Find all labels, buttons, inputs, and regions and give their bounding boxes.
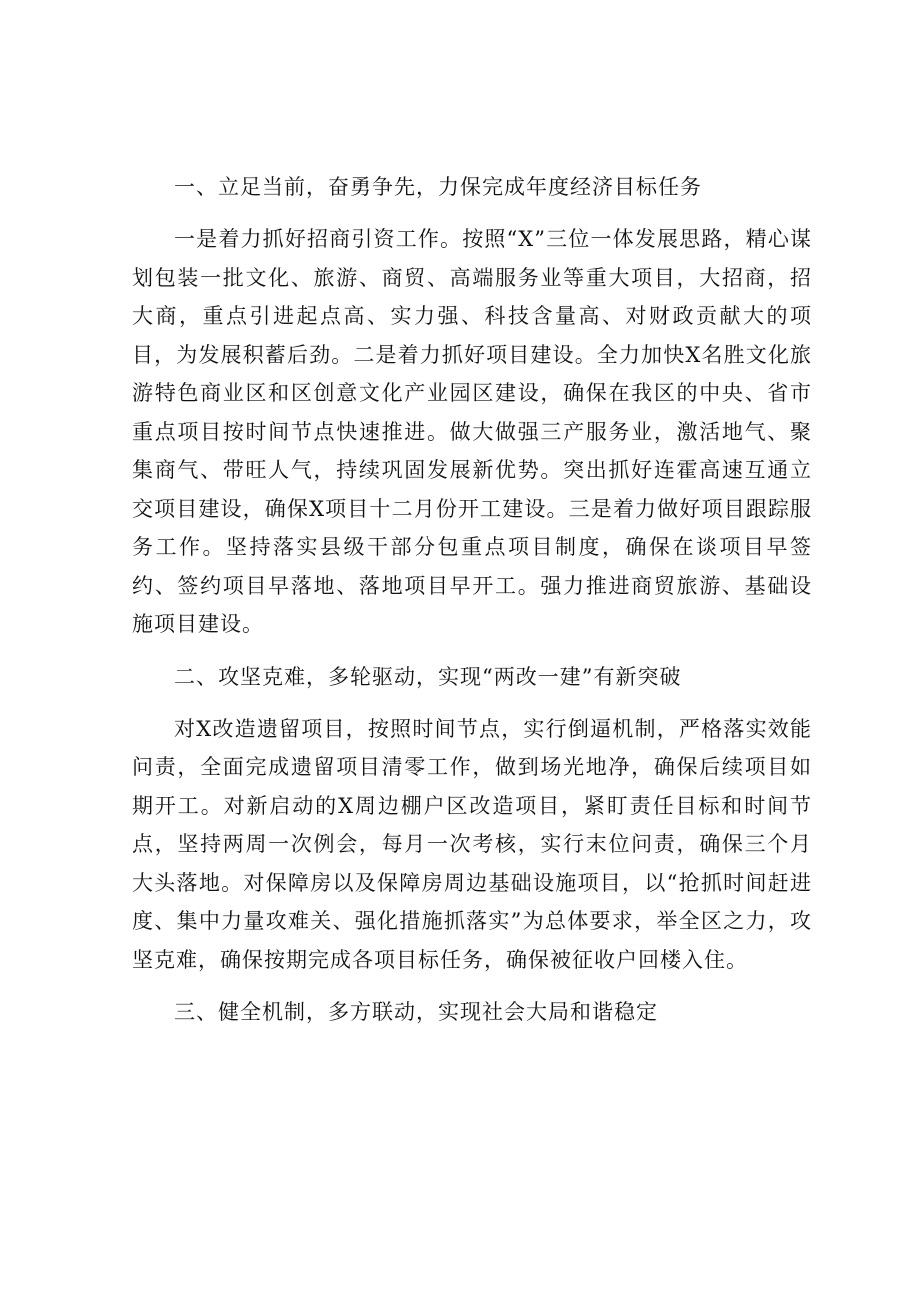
document-content [132, 168, 812, 1045]
section-1-paragraph: 一是着力抓好招商引资工作。按照“X”三位一体发展思路，精心谋划包装一批文化、旅游、商贸、高端服务业等重大项目，大招商，招大商，重点引进起点高、实力强、科技含量高、对财政贡献大的项目，为发展积蓄后劲。二是着力抓好项目建设。全力加快X名胜文化旅游特色商业区和区创意文化产业园区建设，确保在我区的中央、省市重点项目按时间节点快速推进。做大做强三产服务业，激活地气、聚集商气、带旺人气，持续巩固发展新优势。突出抓好连霍高速互通立交项目建设，确保X项目十二月份开工建设。三是着力做好项目跟踪服务工作。坚持落实县级干部分包重点项目制度，确保在谈项目早签约、签约项目早落地、落地项目早开工。强力推进商贸旅游、基础设施项目建设。 [132, 227, 812, 636]
section-1-heading: 一、立足当前，奋勇争先，力保完成年度经济目标任务 [174, 175, 702, 199]
section-3-heading: 三、健全机制，多方联动，实现社会大局和谐稳定 [174, 1000, 658, 1024]
section-2-paragraph: 对X改造遗留项目，按照时间节点，实行倒逼机制，严格落实效能问责，全面完成遗留项目清零工作，做到场光地净，确保后续项目如期开工。对新启动的X周边棚户区改造项目，紧盯责任目标和时间节点，坚持两周一次例会，每月一次考核，实行末位问责，确保三个月大头落地。对保障房以及保障房周边基础设施项目，以“抢抓时间赶进度、集中力量攻难关、强化措施抓落实”为总体要求，举全区之力，攻坚克难，确保按期完成各项目标任务，确保被征收户回楼入住。 [132, 716, 812, 972]
section-2-heading: 二、攻坚克难，多轮驱动，实现“两改一建”有新突破 [174, 664, 682, 689]
